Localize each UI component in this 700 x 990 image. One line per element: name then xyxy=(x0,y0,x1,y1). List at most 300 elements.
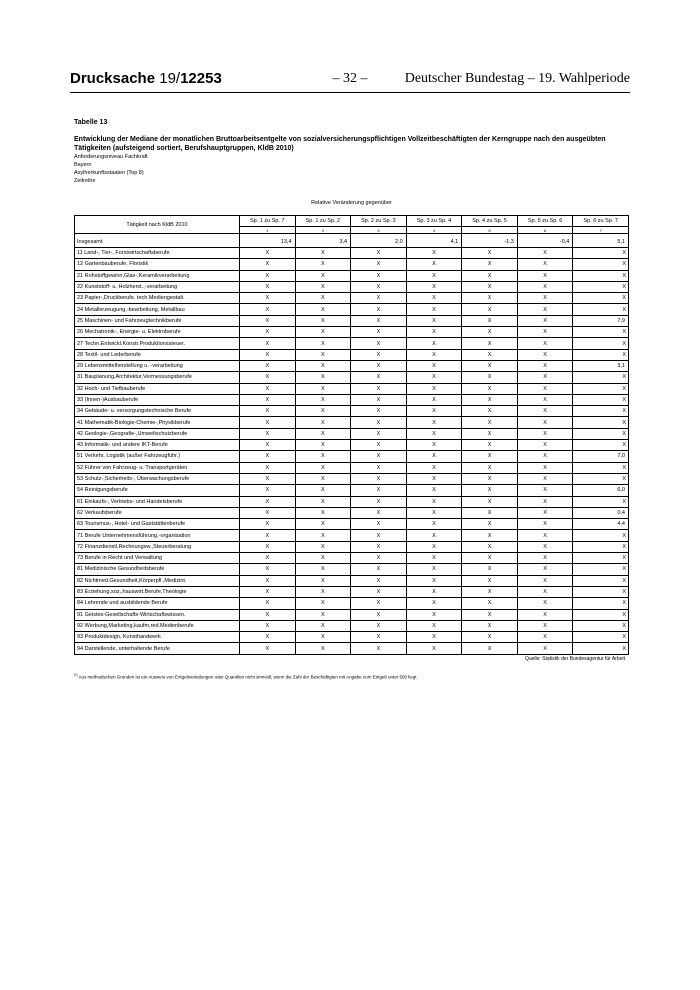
table-cell: X xyxy=(517,428,573,439)
table-cell: X xyxy=(462,485,518,496)
table-cell: X xyxy=(573,372,629,383)
row-label: 43 Informatik- und andere IKT-Berufe xyxy=(75,440,240,451)
doc-number: 12253 xyxy=(180,70,222,87)
table-cell: X xyxy=(406,575,462,586)
table-cell: X xyxy=(462,394,518,405)
table-name: Tabelle 13 xyxy=(74,119,108,126)
table-cell: X xyxy=(295,383,351,394)
table-cell: X xyxy=(295,564,351,575)
table-cell: X xyxy=(295,507,351,518)
column-header: Sp. 4 zu Sp. 5 xyxy=(462,216,518,227)
table-cell: X xyxy=(351,304,407,315)
table-cell: X xyxy=(462,519,518,530)
table-cell: X xyxy=(462,428,518,439)
table-cell: X xyxy=(295,462,351,473)
row-label: 41 Mathematik-Biologie-Chemie-,Physikberufe xyxy=(75,417,240,428)
parliament-label: Deutscher Bundestag – 19. Wahlperiode xyxy=(404,71,630,86)
row-label: 24 Metallerzeugung,-bearbeitung, Metallbau xyxy=(75,304,240,315)
table-cell: X xyxy=(573,383,629,394)
table-cell: X xyxy=(240,473,296,484)
table-meta xyxy=(74,119,630,185)
table-cell: X xyxy=(517,349,573,360)
table-row xyxy=(75,440,629,451)
table-cell: X xyxy=(295,349,351,360)
table-cell: X xyxy=(406,643,462,654)
table-cell: X xyxy=(240,259,296,270)
table-row xyxy=(75,327,629,338)
table-cell: X xyxy=(295,372,351,383)
meta-series: Zeitreihe xyxy=(74,178,96,184)
footnote-mark: X) xyxy=(74,673,78,677)
source-note: Quelle: Statistik der Bundesagentur für Arbeit xyxy=(524,656,625,662)
table-cell: X xyxy=(240,598,296,609)
table-cell: X xyxy=(462,473,518,484)
table-row xyxy=(75,234,629,248)
table-cell: -0,4 xyxy=(517,234,573,248)
table-cell: X xyxy=(517,462,573,473)
table-cell: X xyxy=(462,315,518,326)
table-cell: X xyxy=(240,643,296,654)
row-label: 82 Nichtmed.Gesundheit,Körperpfl.,Medizint. xyxy=(75,575,240,586)
table-cell: X xyxy=(351,609,407,620)
table-row xyxy=(75,281,629,292)
table-cell: 5,1 xyxy=(573,234,629,248)
table-cell: X xyxy=(517,632,573,643)
table-cell: X xyxy=(462,609,518,620)
table-cell: X xyxy=(351,530,407,541)
table-cell: X xyxy=(517,541,573,552)
table-cell: X xyxy=(573,327,629,338)
table-cell: X xyxy=(517,293,573,304)
table-cell: X xyxy=(517,383,573,394)
table-cell: X xyxy=(295,338,351,349)
table-cell: X xyxy=(351,248,407,259)
table-cell: X xyxy=(295,281,351,292)
data-table xyxy=(74,215,629,655)
table-cell: X xyxy=(351,394,407,405)
table-cell: X xyxy=(517,338,573,349)
table-cell: X xyxy=(517,248,573,259)
row-label: 72 Finanzdienstl.Rechnungsw.,Steuerberatung xyxy=(75,541,240,552)
table-cell: X xyxy=(351,451,407,462)
table-cell: X xyxy=(351,383,407,394)
table-row xyxy=(75,304,629,315)
table-cell: X xyxy=(462,530,518,541)
table-cell: X xyxy=(573,632,629,643)
table-cell: X xyxy=(240,553,296,564)
column-header: Sp. 3 zu Sp. 4 xyxy=(406,216,462,227)
table-cell: X xyxy=(351,553,407,564)
table-cell: X xyxy=(573,598,629,609)
table-cell: X xyxy=(351,315,407,326)
column-number: 1 xyxy=(240,227,296,234)
table-cell: X xyxy=(573,270,629,281)
table-cell: X xyxy=(517,372,573,383)
table-cell: X xyxy=(517,417,573,428)
table-cell: X xyxy=(351,428,407,439)
row-label: 83 Erziehung,soz.,hauswirt.Berufe,Theologie xyxy=(75,586,240,597)
table-cell: X xyxy=(573,553,629,564)
table-cell: X xyxy=(240,632,296,643)
table-cell: X xyxy=(295,586,351,597)
table-cell: X xyxy=(295,632,351,643)
table-cell: X xyxy=(573,281,629,292)
table-cell: X xyxy=(462,304,518,315)
table-cell: X xyxy=(295,360,351,371)
table-row xyxy=(75,519,629,530)
table-cell: X xyxy=(295,643,351,654)
table-cell: X xyxy=(462,417,518,428)
row-label: 31 Bauplanung,Architektur,Vermessungsberufe xyxy=(75,372,240,383)
column-header-activity: Tätigkeit nach KldB 2010 xyxy=(75,216,240,234)
row-label: 61 Einkaufs-, Vertriebs- und Handelsberufe xyxy=(75,496,240,507)
table-cell: X xyxy=(406,564,462,575)
row-label: 52 Führer von Fahrzeug- u. Transportgeräten xyxy=(75,462,240,473)
column-header: Sp. 2 zu Sp. 3 xyxy=(351,216,407,227)
table-cell: X xyxy=(517,451,573,462)
table-cell: X xyxy=(351,575,407,586)
row-label: 28 Textil- und Lederberufe xyxy=(75,349,240,360)
row-label: 53 Schutz-,Sicherheits-, Überwachungsberufe xyxy=(75,473,240,484)
row-label: 29 Lebensmittelherstellung u. -verarbeitung xyxy=(75,360,240,371)
table-cell: X xyxy=(406,519,462,530)
row-label: 81 Medizinische Gesundheitsberufe xyxy=(75,564,240,575)
table-cell: X xyxy=(462,632,518,643)
table-cell: X xyxy=(240,428,296,439)
table-cell: X xyxy=(573,496,629,507)
page-number: – 32 – xyxy=(332,71,368,86)
doc-label: Drucksache xyxy=(70,70,156,87)
table-cell: X xyxy=(240,406,296,417)
table-header-row xyxy=(75,216,629,227)
table-cell: X xyxy=(351,632,407,643)
table-row xyxy=(75,564,629,575)
table-cell: X xyxy=(517,360,573,371)
table-cell: X xyxy=(462,507,518,518)
column-number: 3 xyxy=(351,227,407,234)
table-cell: X xyxy=(573,530,629,541)
table-cell: X xyxy=(573,304,629,315)
table-cell: X xyxy=(462,586,518,597)
table-cell: X xyxy=(351,519,407,530)
table-cell: X xyxy=(295,327,351,338)
table-row xyxy=(75,485,629,496)
table-cell: 7,9 xyxy=(573,315,629,326)
row-label: 32 Hoch- und Tiefbauberufe xyxy=(75,383,240,394)
table-cell: X xyxy=(295,496,351,507)
table-cell: -1,3 xyxy=(462,234,518,248)
table-row xyxy=(75,632,629,643)
table-cell: X xyxy=(406,440,462,451)
footnote xyxy=(74,673,630,680)
table-cell: X xyxy=(517,440,573,451)
row-label: 12 Gartenbauberufe, Floristik xyxy=(75,259,240,270)
table-cell: X xyxy=(406,360,462,371)
table-cell: X xyxy=(406,293,462,304)
row-label: 94 Darstellende, unterhaltende Berufe xyxy=(75,643,240,654)
table-cell: X xyxy=(462,372,518,383)
page-header xyxy=(70,70,630,92)
table-cell: 3,1 xyxy=(573,360,629,371)
table-cell: X xyxy=(406,609,462,620)
table-cell: X xyxy=(517,270,573,281)
table-cell: X xyxy=(406,281,462,292)
table-cell: X xyxy=(295,394,351,405)
table-cell: X xyxy=(573,349,629,360)
table-cell: X xyxy=(462,462,518,473)
table-cell: X xyxy=(573,575,629,586)
table-row xyxy=(75,394,629,405)
table-row xyxy=(75,360,629,371)
column-header: Sp. 1 zu Sp. 2 xyxy=(295,216,351,227)
table-cell: X xyxy=(295,541,351,552)
table-title: Entwicklung der Mediane der monatlichen Bruttoarbeitsentgelte von sozialversicherungspflichtigen Vollzeitbeschäftigten der Kerngruppe nach den ausgeübten Tätigkeiten (aufsteigend sortiert, Berufshauptgruppen, KldB 2010) xyxy=(74,136,606,152)
table-row xyxy=(75,598,629,609)
table-cell: X xyxy=(295,530,351,541)
table-cell: X xyxy=(517,609,573,620)
column-number: 7 xyxy=(573,227,629,234)
row-label: 63 Tourismus-, Hotel- und Gaststättenberufe xyxy=(75,519,240,530)
table-cell: X xyxy=(295,248,351,259)
table-cell: X xyxy=(240,586,296,597)
table-cell: X xyxy=(351,293,407,304)
table-cell: X xyxy=(462,541,518,552)
table-cell: X xyxy=(406,530,462,541)
table-cell: X xyxy=(406,417,462,428)
table-cell: X xyxy=(406,428,462,439)
table-cell: X xyxy=(295,259,351,270)
table-cell: X xyxy=(240,360,296,371)
table-cell: X xyxy=(462,360,518,371)
footnote-text: Aus methodischen Gründen ist ein Ausweis von Entgeltverteilungen oder Quantilen nicht sinnvoll, wenn die Zahl der Beschäftigten mit Angabe zum Entgelt unter 500 liegt. xyxy=(78,674,418,680)
table-row xyxy=(75,609,629,620)
table-row xyxy=(75,620,629,631)
table-cell: X xyxy=(240,609,296,620)
table-cell: X xyxy=(351,372,407,383)
table-cell: X xyxy=(517,315,573,326)
row-label: 34 Gebäude- u. versorgungstechnische Berufe xyxy=(75,406,240,417)
table-cell: X xyxy=(406,259,462,270)
table-cell: X xyxy=(295,270,351,281)
table-cell: X xyxy=(517,496,573,507)
table-cell: X xyxy=(351,440,407,451)
table-cell: X xyxy=(517,564,573,575)
table-cell: X xyxy=(462,327,518,338)
table-cell: X xyxy=(240,462,296,473)
table-cell: X xyxy=(240,541,296,552)
table-cell: X xyxy=(295,417,351,428)
table-cell: X xyxy=(295,406,351,417)
table-cell: X xyxy=(406,496,462,507)
table-cell: 0,4 xyxy=(573,507,629,518)
table-cell: X xyxy=(295,293,351,304)
table-row xyxy=(75,451,629,462)
table-cell: X xyxy=(462,270,518,281)
table-cell: X xyxy=(351,327,407,338)
table-cell: X xyxy=(573,406,629,417)
row-label: 91 Geistes-Gesellschafts-Wirtschaftswissen. xyxy=(75,609,240,620)
table-cell: X xyxy=(351,462,407,473)
table-cell: X xyxy=(351,338,407,349)
table-cell: X xyxy=(573,428,629,439)
column-number: 4 xyxy=(406,227,462,234)
table-cell: X xyxy=(573,259,629,270)
table-cell: X xyxy=(406,541,462,552)
table-cell: X xyxy=(462,259,518,270)
row-label: 11 Land-, Tier-, Forstwirtschaftsberufe xyxy=(75,248,240,259)
table-cell: X xyxy=(462,293,518,304)
table-cell: 7,0 xyxy=(573,451,629,462)
table-cell: X xyxy=(462,349,518,360)
table-cell: X xyxy=(462,406,518,417)
table-cell: X xyxy=(295,609,351,620)
table-cell: X xyxy=(462,248,518,259)
table-cell: X xyxy=(240,248,296,259)
row-label: 33 (Innen-)Ausbauberufe xyxy=(75,394,240,405)
table-cell: X xyxy=(295,473,351,484)
table-cell: X xyxy=(573,609,629,620)
table-cell: X xyxy=(462,643,518,654)
table-cell: X xyxy=(240,349,296,360)
table-cell: X xyxy=(573,620,629,631)
table-cell: 3,4 xyxy=(295,234,351,248)
table-row xyxy=(75,417,629,428)
table-cell: X xyxy=(406,394,462,405)
table-cell: X xyxy=(351,564,407,575)
table-cell: X xyxy=(240,338,296,349)
table-body xyxy=(75,234,629,655)
table-cell: X xyxy=(517,259,573,270)
table-cell: X xyxy=(517,598,573,609)
table-row xyxy=(75,349,629,360)
table-cell: X xyxy=(406,598,462,609)
table-cell: X xyxy=(295,315,351,326)
table-cell: X xyxy=(517,575,573,586)
row-label: 22 Kunststoff- u. Holzherst.,-verarbeitung xyxy=(75,281,240,292)
meta-region: Bayern xyxy=(74,162,92,168)
table-cell: X xyxy=(240,394,296,405)
table-cell: X xyxy=(351,485,407,496)
table-cell: X xyxy=(573,473,629,484)
table-cell: X xyxy=(406,632,462,643)
table-cell: X xyxy=(406,338,462,349)
table-cell: X xyxy=(406,406,462,417)
table-cell: X xyxy=(295,451,351,462)
doc-number-prefix: 19/ xyxy=(159,70,181,87)
row-label: 21 Rohstoffgewinn,Glas-,Keramikverarbeitung xyxy=(75,270,240,281)
table-row xyxy=(75,496,629,507)
table-cell: X xyxy=(517,473,573,484)
table-cell: X xyxy=(351,259,407,270)
row-label: 42 Geologie-,Geografie-,Umweltschutzberufe xyxy=(75,428,240,439)
table-cell: X xyxy=(517,394,573,405)
table-cell: X xyxy=(406,485,462,496)
table-cell: X xyxy=(406,270,462,281)
table-cell: 2,0 xyxy=(351,234,407,248)
table-cell: X xyxy=(240,620,296,631)
table-cell: X xyxy=(517,620,573,631)
header-rule xyxy=(70,92,630,93)
table-cell: X xyxy=(573,293,629,304)
table-cell: X xyxy=(462,620,518,631)
table-cell: X xyxy=(351,473,407,484)
table-cell: X xyxy=(351,507,407,518)
table-cell: X xyxy=(462,496,518,507)
table-cell: X xyxy=(351,281,407,292)
table-row xyxy=(75,372,629,383)
table-cell: X xyxy=(462,383,518,394)
table-cell: X xyxy=(517,507,573,518)
table-cell: X xyxy=(406,248,462,259)
table-cell: X xyxy=(351,496,407,507)
table-row xyxy=(75,259,629,270)
table-cell: X xyxy=(240,293,296,304)
row-label: 93 Produktdesign, Kunsthandwerk xyxy=(75,632,240,643)
row-label: 73 Berufe in Recht und Verwaltung xyxy=(75,553,240,564)
table-cell: X xyxy=(295,553,351,564)
table-cell: X xyxy=(351,417,407,428)
table-row xyxy=(75,473,629,484)
row-label: 84 Lehrende und ausbildende Berufe xyxy=(75,598,240,609)
table-row xyxy=(75,248,629,259)
table-cell: X xyxy=(462,575,518,586)
table-cell: X xyxy=(573,564,629,575)
table-cell: X xyxy=(295,304,351,315)
table-row xyxy=(75,293,629,304)
table-cell: X xyxy=(240,485,296,496)
table-cell: X xyxy=(573,586,629,597)
table-cell: X xyxy=(573,394,629,405)
table-row xyxy=(75,530,629,541)
table-cell: X xyxy=(573,417,629,428)
table-cell: X xyxy=(573,248,629,259)
table-row xyxy=(75,315,629,326)
table-cell: X xyxy=(406,462,462,473)
table-cell: X xyxy=(517,643,573,654)
table-cell: 6,0 xyxy=(573,485,629,496)
table-cell: X xyxy=(351,270,407,281)
table-row xyxy=(75,428,629,439)
table-cell: X xyxy=(517,304,573,315)
table-cell: X xyxy=(240,383,296,394)
table-cell: X xyxy=(240,575,296,586)
table-cell: X xyxy=(240,451,296,462)
table-cell: X xyxy=(517,406,573,417)
table-cell: X xyxy=(573,440,629,451)
table-cell: 4,1 xyxy=(406,234,462,248)
row-label: 23 Papier-,Druckberufe, tech.Mediengestalt. xyxy=(75,293,240,304)
table-cell: X xyxy=(517,519,573,530)
table-row xyxy=(75,507,629,518)
table-cell: X xyxy=(351,598,407,609)
row-label: Insgesamt xyxy=(75,234,240,248)
row-label: 51 Verkehr, Logistik (außer Fahrzeugführ.) xyxy=(75,451,240,462)
row-label: 62 Verkaufsberufe xyxy=(75,507,240,518)
table-cell: X xyxy=(295,440,351,451)
table-cell: X xyxy=(517,530,573,541)
table-cell: X xyxy=(517,281,573,292)
table-cell: X xyxy=(462,553,518,564)
table-cell: X xyxy=(462,281,518,292)
table-cell: X xyxy=(240,281,296,292)
table-cell: X xyxy=(406,304,462,315)
table-row xyxy=(75,643,629,654)
column-header: Sp. 5 zu Sp. 6 xyxy=(517,216,573,227)
table-cell: X xyxy=(295,428,351,439)
table-row xyxy=(75,462,629,473)
table-cell: X xyxy=(240,440,296,451)
table-cell: 13,4 xyxy=(240,234,296,248)
